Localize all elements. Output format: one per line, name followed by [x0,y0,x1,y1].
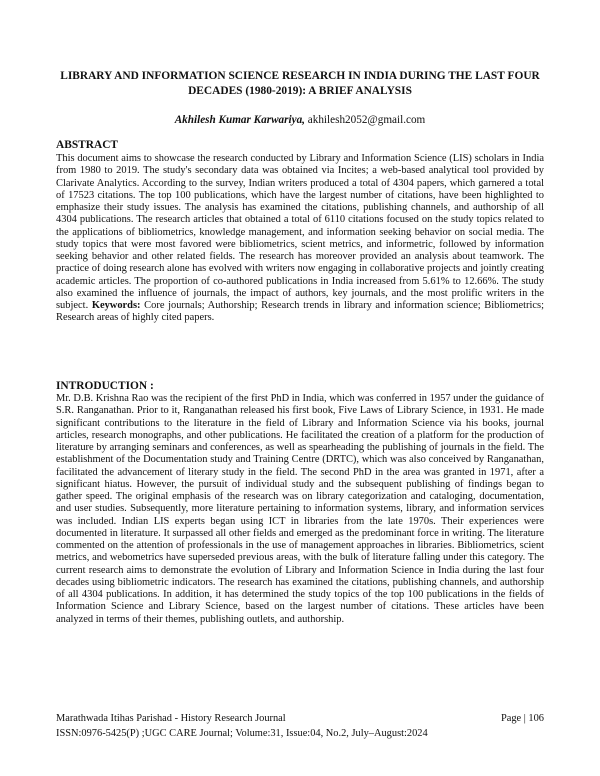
introduction-heading: INTRODUCTION : [56,380,154,392]
author-name: Akhilesh Kumar Karwariya, [174,114,305,126]
keywords-label: Keywords: [91,300,141,311]
footer-issn: ISSN:0976-5425(P) ;UGC CARE Journal; Volume:31, Issue:04, No.2, July–August:2024 [56,728,428,739]
footer-issn-line [56,727,544,740]
footer-journal-line [56,712,544,725]
paper-title: LIBRARY AND INFORMATION SCIENCE RESEARCH IN INDIA DURING THE LAST FOUR DECADES (1980-2019): A BRIEF ANALYSIS [60,70,540,97]
author-email: akhilesh2052@gmail.com [307,114,426,126]
abstract-body [56,153,544,325]
introduction-body [56,393,544,626]
abstract-text: This document aims to showcase the research conducted by Library and Information Science (LIS) scholars in India from 1980 to 2019. The study's secondary data was obtained via Incites; a web-based analytical tool provided by Clarivate Analytics. According to the survey, Indian writers produced a total of 4304 papers, which garnered a total of 17523 citations. The top 100 publications, which have the largest number of citations, have been highlighted to emphasize their study issues. The analysis has examined the citations, publishing channels, and authorship of all 4304 publications. The research articles that obtained a total of 6110 citations focused on the study topics related to the applications of bibliometrics, knowledge management, and information seeking behavior on social media. The study topics that were most favored were bibliometrics, scient metrics, and informetric, followed by information seeking behavior and other related fields. The research has moreover provided an analysis about teamwork. The practice of doing research alone has evolved with writers now engaging in collaborative projects and jointly creating academic articles. The proportion of co-authored publications in India increased from 5.61% to 12.66%. The study also examined the influence of journals, the impact of authors, key journals, and the most prolific writers in the subject. [56,153,544,311]
introduction-text: Mr. D.B. Krishna Rao was the recipient of the first PhD in India, which was conferred in 1957 under the guidance of S.R. Ranganathan. Prior to it, Ranganathan released his first book, Five Laws of Library Science, in 1931. He made significant contributions to the literature in the field of Library and Information Science via his books, journal articles, research monographs, and other publications. He facilitated the creation of a platform for the production of literature by arranging seminars and conferences, as well as spearheading the publishing of journals in the field. The establishment of the Documentation study and Training Centre (DRTC), which was also conceived by Ranganathan, facilitated the advancement of literary study in the field. The second PhD in the area was granted in 1971, after a significant hiatus. However, the pursuit of individual study and the subsequent publishing of findings began to gather speed. The original emphasis of the research was on library categorization and cataloging, documentation, and user studies. Subsequently, more literature pertaining to information systems, library, and information services was included. Indian LIS experts began using ICT in libraries from the late 1970s. Their experiences were documented in literature. It surpassed all other fields and emerged as the predominant force in writing. The literature commented on the attention of professionals in the use of management approaches in libraries. Bibliometrics, scient metrics, and webometrics have superseded previous areas, with the bulk of literature falling under this category. The current research aims to demonstrate the evolution of Library and Information Science in India during the last four decades using bibliometric indicators. The research has examined the citations, publishing channels, and authorship of all 4304 publications. In addition, it has determined the study topics of the top 100 publications in the fields of Information Science and Library Science, based on the largest number of citations. These articles have been analyzed in terms of their themes, publishing outlets, and authorship. [56,393,544,625]
author-line [56,113,544,127]
footer-page-number: Page | 106 [500,713,544,724]
abstract-heading: ABSTRACT [56,139,119,151]
keywords-text: Core journals; Authorship; Research trends in library and information science; Bibliometrics; Research areas of highly cited papers. [56,300,545,324]
footer-journal: Marathwada Itihas Parishad - History Research Journal [56,713,286,724]
